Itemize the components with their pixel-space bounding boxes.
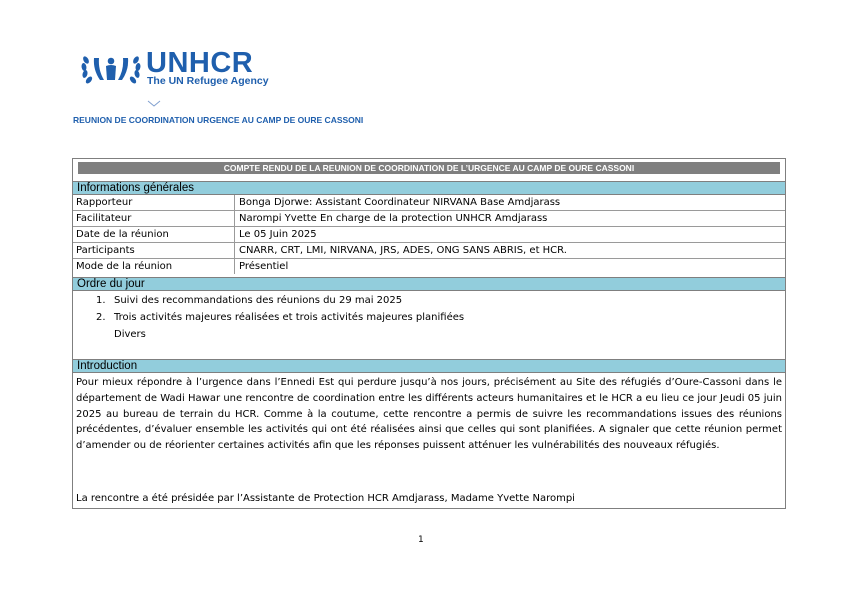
agenda-item-text: Divers: [114, 329, 146, 340]
info-value: Présentiel: [239, 261, 289, 272]
info-row-rapporteur: [73, 195, 785, 211]
info-value: Narompi Yvette En charge de la protection UNHCR Amdjarass: [239, 213, 548, 224]
page-number: 1: [418, 535, 424, 545]
info-row-date: [73, 227, 785, 243]
info-value: Le 05 Juin 2025: [239, 229, 317, 240]
general-info-header: Informations générales: [73, 181, 785, 195]
report-banner: COMPTE RENDU DE LA REUNION DE COORDINATION DE L’URGENCE AU CAMP DE OURE CASSONI: [78, 162, 780, 174]
info-row-facilitateur: [73, 211, 785, 227]
meeting-title: REUNION DE COORDINATION URGENCE AU CAMP DE OURE CASSONI: [73, 115, 364, 125]
info-label: Participants: [73, 243, 235, 258]
info-label: Rapporteur: [73, 195, 235, 210]
unhcr-emblem-icon: [80, 50, 142, 86]
introduction-body: Pour mieux répondre à l’urgence dans l’Ennedi Est qui perdure jusqu’à nos jours, précisément au Site des réfugiés d’Oure-Cassoni dans le département de Wadi Hawar une rencontre de coordination entre les différents acteurs humanitaires et le HCR a eu lieu ce jour Jeudi 05 juin 2025 au bureau de terrain du HCR. Comme à la coutume, cette rencontre a permis de suivre les recommandations issues des réunions précédentes, d’évaluer ensemble les activités qui ont été réalisées ainsi que celles qui sont planifiées. A signaler que cette réunion permet d’amender ou de réorienter certaines activités afin que les réponses puissent atténuer les vulnérabilités des nouveaux réfugiés.: [76, 377, 782, 452]
introduction-closing: La rencontre a été présidée par l’Assistante de Protection HCR Amdjarass, Madame Yvette Narompi: [76, 493, 575, 504]
logo-wordmark: UNHCR: [146, 47, 254, 79]
agenda-item-number: 1.: [96, 295, 106, 306]
agenda-item-text: Trois activités majeures réalisées et trois activités majeures planifiées: [114, 312, 465, 323]
agenda-list: [73, 294, 785, 358]
info-row-mode: [73, 259, 785, 275]
info-label: Mode de la réunion: [73, 259, 235, 274]
info-label: Date de la réunion: [73, 227, 235, 242]
agenda-item-text: Suivi des recommandations des réunions du 29 mai 2025: [114, 295, 403, 306]
introduction-header: Introduction: [73, 359, 785, 373]
agenda-item-number: 2.: [96, 312, 106, 323]
info-label: Facilitateur: [73, 211, 235, 226]
agenda-header: Ordre du jour: [73, 277, 785, 291]
info-value: Bonga Djorwe: Assistant Coordinateur NIRVANA Base Amdjarass: [239, 197, 561, 208]
info-row-participants: [73, 243, 785, 259]
info-value: CNARR, CRT, LMI, NIRVANA, JRS, ADES, ONG SANS ABRIS, et HCR.: [239, 245, 567, 256]
small-check-icon: [147, 100, 161, 108]
logo-tagline: The UN Refugee Agency: [147, 75, 269, 87]
